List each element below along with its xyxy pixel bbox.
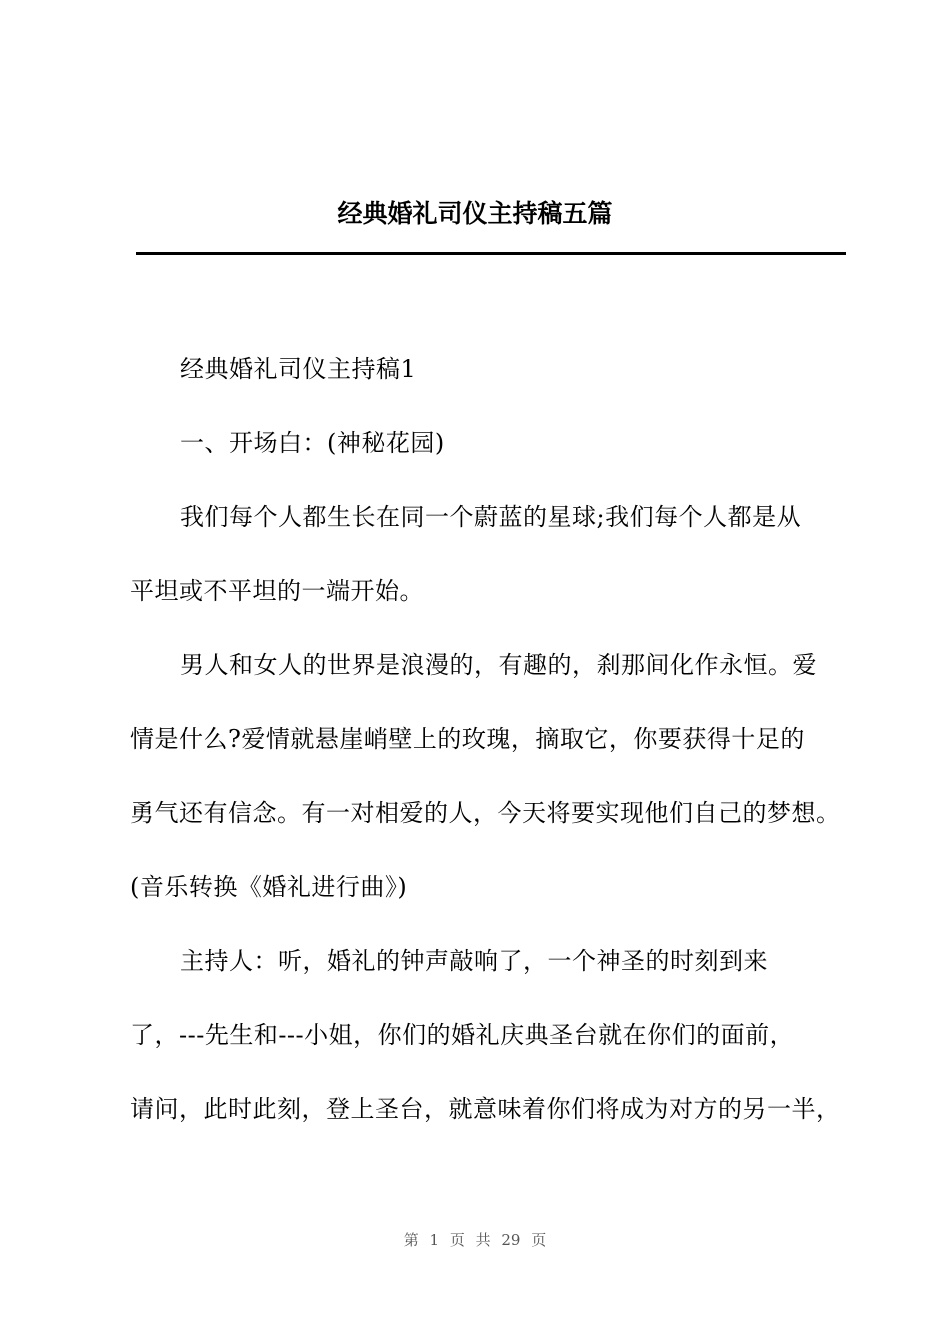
- page-number-footer: 第 1 页 共 29 页: [403, 1231, 547, 1249]
- text-line-4: 情是什么?爱情就悬崖峭壁上的玫瑰，摘取它，你要获得十足的: [130, 725, 805, 753]
- text-line-2: 平坦或不平坦的一端开始。: [130, 577, 424, 605]
- text-line-6: (音乐转换《婚礼进行曲》): [130, 873, 408, 901]
- text-line-1: 我们每个人都生长在同一个蔚蓝的星球;我们每个人都是从: [180, 503, 802, 531]
- text-line-9: 请问，此时此刻，登上圣台，就意味着你们将成为对方的另一半，: [130, 1095, 841, 1123]
- document-title: 经典婚礼司仪主持稿五篇: [337, 199, 613, 228]
- text-line-5: 勇气还有信念。有一对相爱的人，今天将要实现他们自己的梦想。: [130, 799, 841, 827]
- text-line-3: 男人和女人的世界是浪漫的，有趣的，刹那间化作永恒。爱: [180, 651, 817, 679]
- text-line-8: 了，---先生和---小姐，你们的婚礼庆典圣台就在你们的面前，: [130, 1021, 795, 1049]
- subheading-opening: 一、开场白：(神秘花园): [180, 429, 445, 457]
- text-line-7: 主持人：听，婚礼的钟声敲响了，一个神圣的时刻到来: [180, 947, 768, 975]
- section-heading: 经典婚礼司仪主持稿1: [180, 355, 417, 383]
- title-underline: [136, 252, 846, 255]
